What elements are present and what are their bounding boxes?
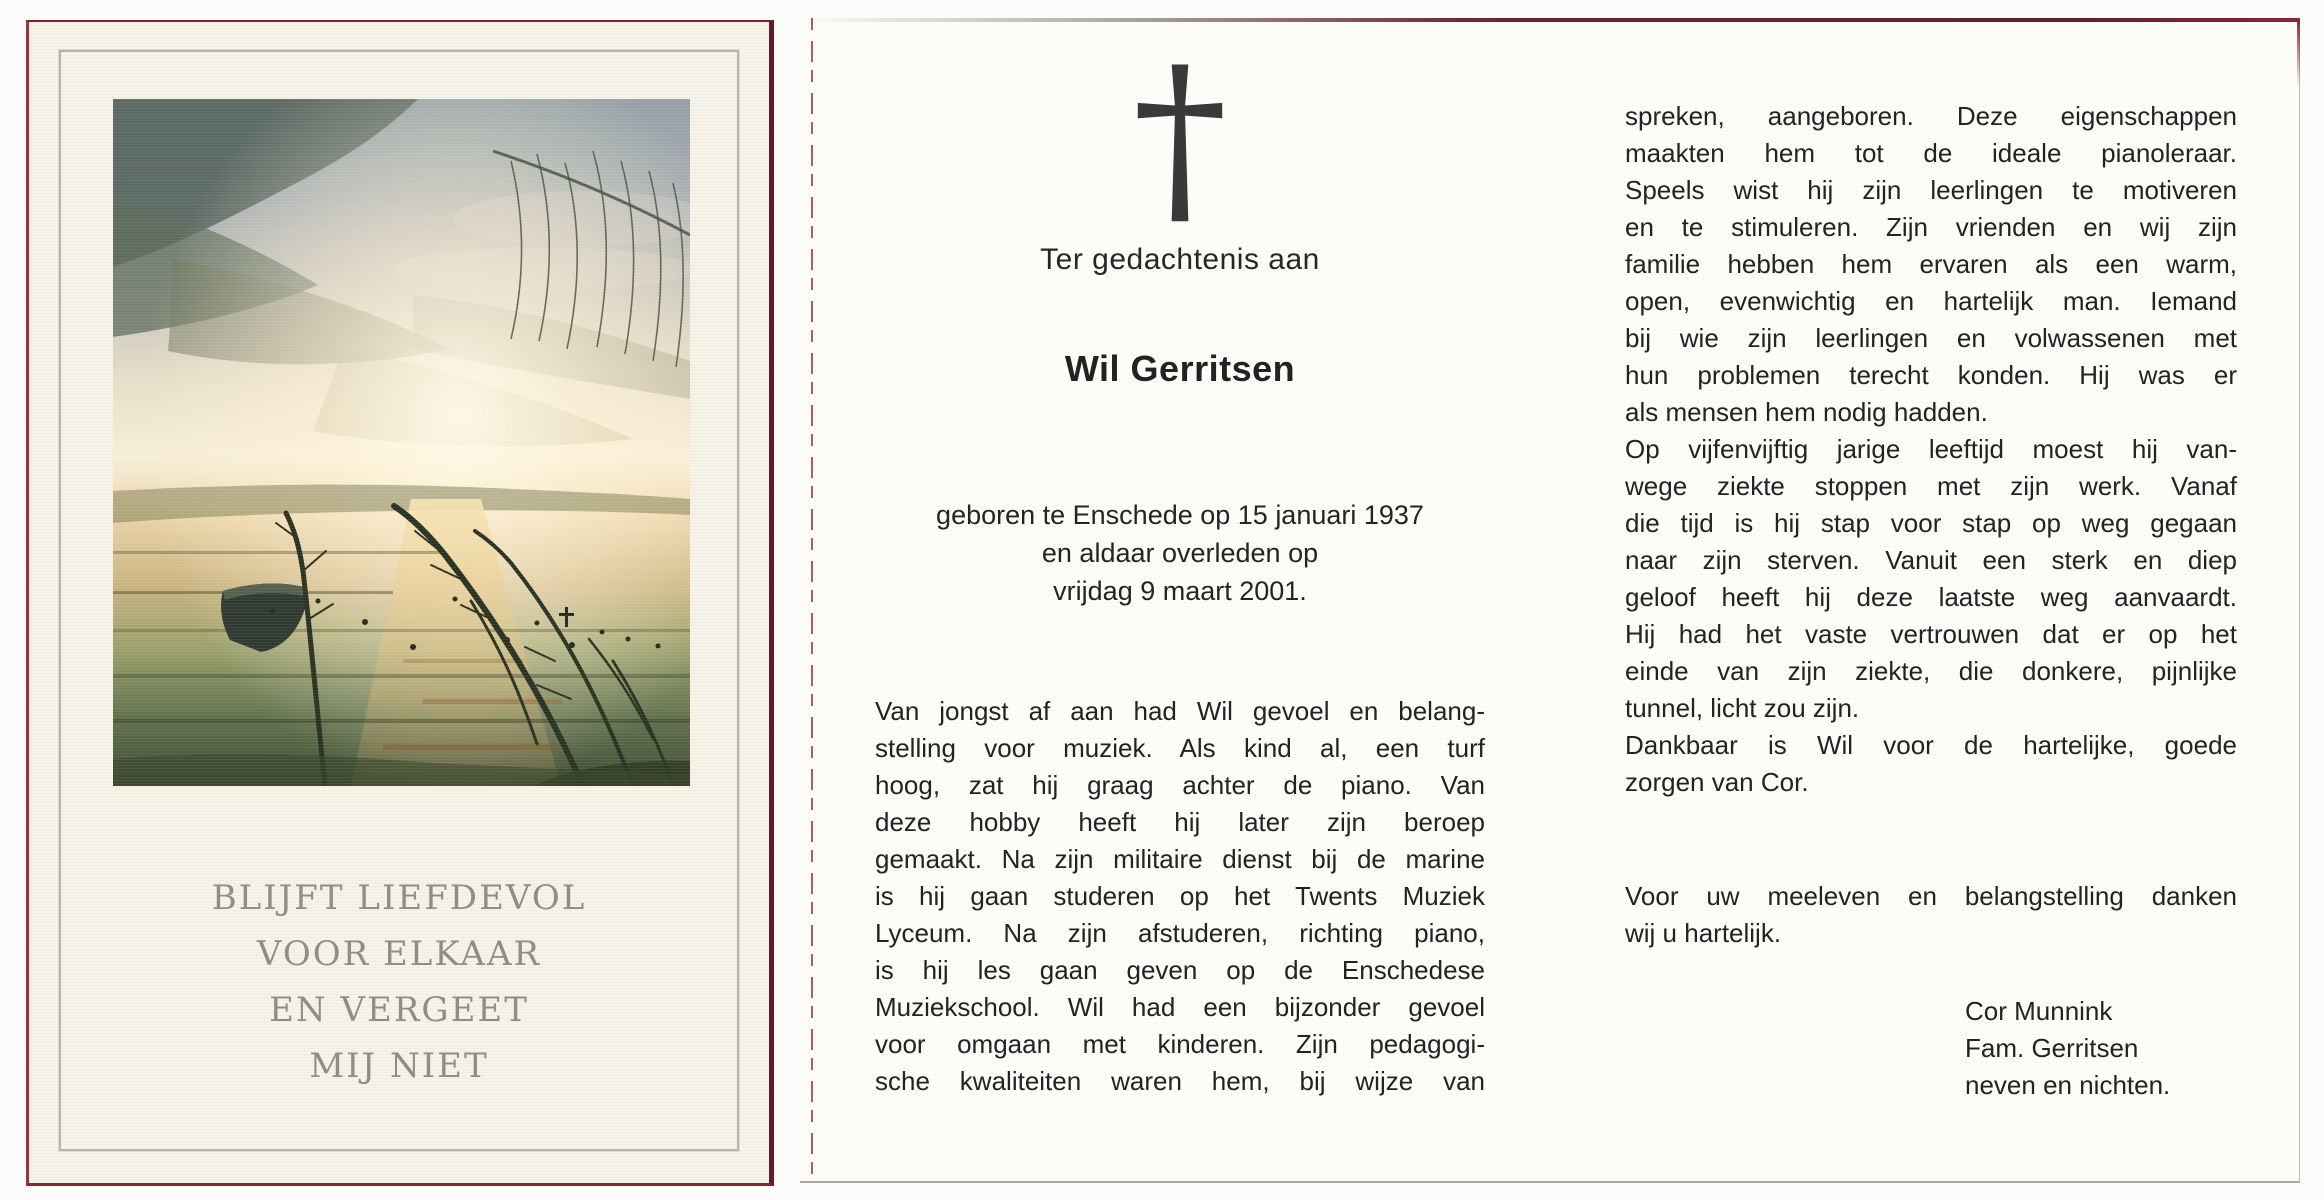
text-line: Voor uw meeleven en belangstelling danken	[1625, 881, 2237, 911]
text-line: geboren te Enschede op 15 januari 1937	[936, 500, 1424, 530]
text-line: Op vijfenvijftig jarige leeftijd moest hij van-	[1625, 434, 2237, 464]
text-line: wij u hartelijk.	[1625, 918, 1782, 948]
text-line: wege ziekte stoppen met zijn werk. Vanaf	[1625, 471, 2237, 501]
text-line: deze hobby heeft hij later zijn beroep	[875, 807, 1485, 837]
biography-right-column	[1625, 98, 2237, 801]
fold-line	[811, 18, 813, 1181]
text-line: voor omgaan met kinderen. Zijn pedagogi-	[875, 1029, 1485, 1059]
text-line: open, evenwichtig en hartelijk man. Iemand	[1625, 286, 2237, 316]
card-inside-spread	[800, 18, 2300, 1183]
text-line: familie hebben hem ervaren als een warm,	[1625, 249, 2237, 279]
text-line: Hij had het vaste vertrouwen dat er op het	[1625, 619, 2237, 649]
text-line: MIJ NIET	[309, 1046, 489, 1086]
text-line: die tijd is hij stap voor stap op weg gegaan	[1625, 508, 2237, 538]
text-line: zorgen van Cor.	[1625, 767, 1809, 797]
text-line: neven en nichten.	[1965, 1070, 2171, 1100]
cross-icon: †	[1132, 27, 1228, 248]
text-line: geloof heeft hij deze laatste weg aanvaardt.	[1625, 582, 2237, 612]
text-line: VOOR ELKAAR	[256, 934, 542, 974]
sunset-lake-photo-art	[113, 99, 690, 786]
motto	[59, 870, 739, 1094]
text-line: naar zijn sterven. Vanuit een sterk en diep	[1625, 545, 2237, 575]
text-line: is hij les gaan geven op de Enschedese	[875, 955, 1485, 985]
sunset-lake-photo	[113, 99, 690, 786]
text-line: maakten hem tot de ideale pianoleraar.	[1625, 138, 2237, 168]
text-line: einde van zijn ziekte, die donkere, pijnlijke	[1625, 656, 2237, 686]
card-top-edge	[800, 18, 2299, 22]
text-line: EN VERGEET	[269, 990, 529, 1030]
text-line: stelling voor muziek. Als kind al, een turf	[875, 733, 1485, 763]
deceased-name: Wil Gerritsen	[1064, 348, 1296, 389]
text-line: Cor Munnink	[1965, 996, 2113, 1026]
text-line: sche kwaliteiten waren hem, bij wijze van	[875, 1066, 1485, 1096]
text-line: vrijdag 9 maart 2001.	[1053, 576, 1307, 606]
text-line: Fam. Gerritsen	[1965, 1033, 2139, 1063]
text-line: gemaakt. Na zijn militaire dienst bij de marine	[875, 844, 1485, 874]
text-line: als mensen hem nodig hadden.	[1625, 397, 1988, 427]
signature-block	[1965, 993, 2170, 1104]
text-line: is hij gaan studeren op het Twents Muziek	[875, 881, 1485, 911]
text-line: Dankbaar is Wil voor de hartelijke, goede	[1625, 730, 2237, 760]
text-line: Van jongst af aan had Wil gevoel en belang-	[875, 696, 1485, 726]
text-line: BLIJFT LIEFDEVOL	[211, 878, 587, 918]
biography-left-column	[875, 693, 1485, 1100]
text-line: en te stimuleren. Zijn vrienden en wij zijn	[1625, 212, 2237, 242]
text-line: en aldaar overleden op	[1041, 538, 1319, 568]
text-line: hun problemen terecht konden. Hij was er	[1625, 360, 2237, 390]
text-line: tunnel, licht zou zijn.	[1625, 693, 1860, 723]
thanks-paragraph	[1625, 878, 2237, 952]
card-front	[26, 20, 774, 1186]
dedication-label: Ter gedachtenis aan	[1040, 243, 1320, 276]
text-line: spreken, aangeboren. Deze eigenschappen	[1625, 101, 2237, 131]
text-line: Lyceum. Na zijn afstuderen, richting piano,	[875, 918, 1485, 948]
text-line: bij wie zijn leerlingen en volwassenen met	[1625, 323, 2237, 353]
text-line: hoog, zat hij graag achter de piano. Van	[875, 770, 1485, 800]
text-line: Speels wist hij zijn leerlingen te motiveren	[1625, 175, 2237, 205]
card-corner-edge	[2297, 18, 2300, 88]
text-line: Muziekschool. Wil had een bijzonder gevoel	[875, 992, 1485, 1022]
birth-death-dates	[875, 496, 1485, 610]
